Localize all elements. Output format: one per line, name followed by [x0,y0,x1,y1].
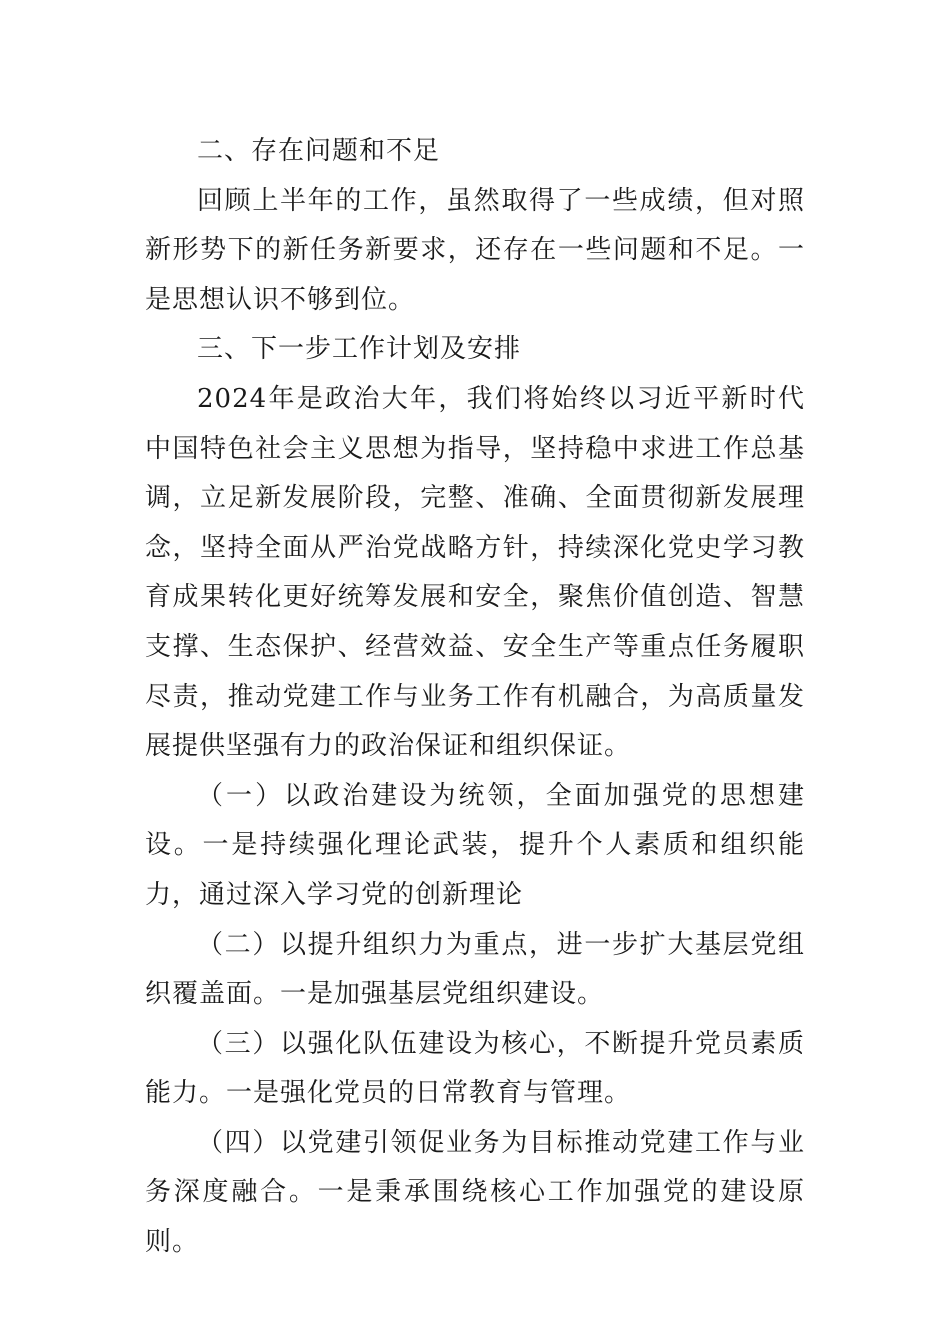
section-heading-next-steps: 三、下一步工作计划及安排 [197,334,522,365]
section-heading-problems: 二、存在问题和不足 [197,136,441,166]
paragraph-2024-plan: 2024年是政治大年，我们将始终以习近平新时代中国特色社会主义思想为指导，坚持稳中求进工作总基调，立足新发展阶段，完整、准确、全面贯彻新发展理念，坚持全面从严治党战略方针，持续深化党史学习教育成果转化更好统筹发展和安全，聚焦价值创造、智慧支撑、生态保护、经营效益、安全生产等重点任务履职尽责，推动党建工作与业务工作有机融合，为高质量发展提供坚强有力的政治保证和组织保证。 [145,383,805,762]
paragraph-item-3: （三）以强化队伍建设为核心，不断提升党员素质能力。一是强化党员的日常教育与管理。 [145,1028,805,1109]
paragraph-item-4: （四）以党建引领促业务为目标推动党建工作与业务深度融合。一是秉承围绕核心工作加强党的建设原则。 [145,1127,805,1258]
paragraph-item-1: （一）以政治建设为统领，全面加强党的思想建设。一是持续强化理论武装，提升个人素质和组织能力，通过深入学习党的创新理论 [145,780,805,910]
paragraph-item-2: （二）以提升组织力为重点，进一步扩大基层党组织覆盖面。一是加强基层党组织建设。 [145,929,805,1010]
paragraph-problems: 回顾上半年的工作，虽然取得了一些成绩，但对照新形势下的新任务新要求，还存在一些问题和不足。一是思想认识不够到位。 [145,185,805,315]
document-body [145,127,805,1268]
